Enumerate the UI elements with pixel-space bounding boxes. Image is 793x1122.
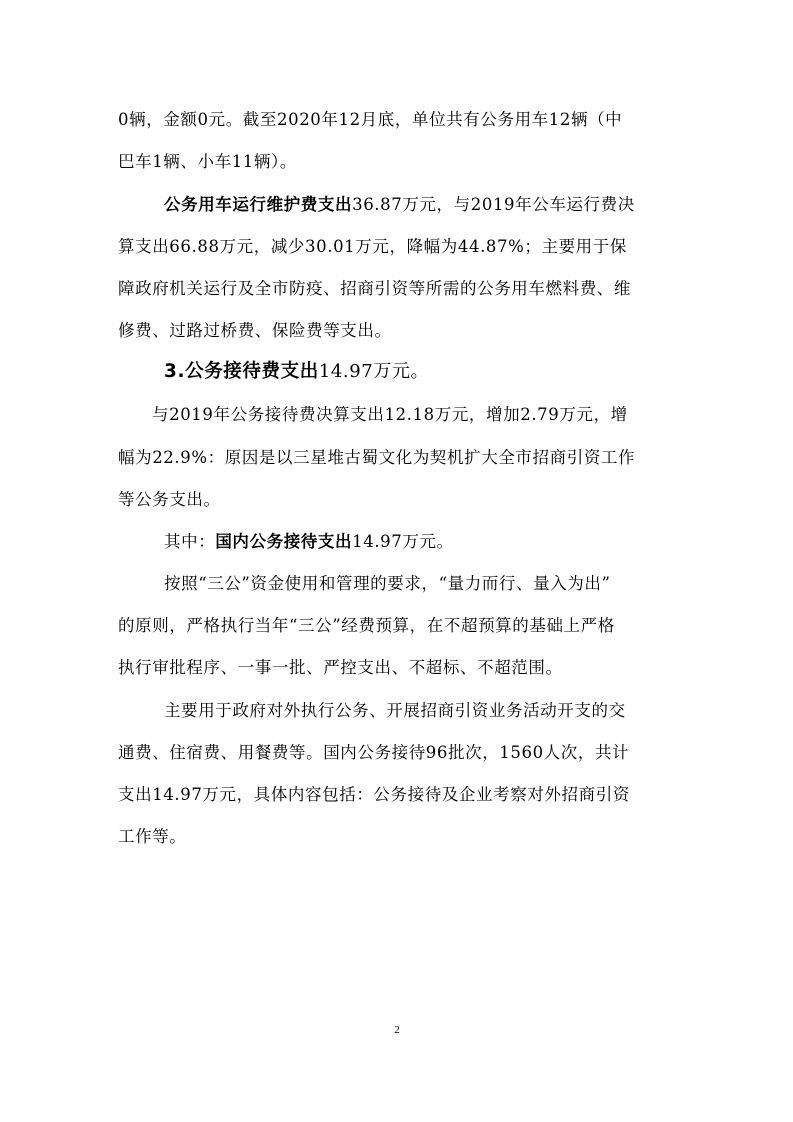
line-text: 幅为22.9%：原因是以三星堆古蜀文化为契机扩大全市招商引资工作: [118, 448, 636, 467]
line-text: 主要用于政府对外执行公务、开展招商引资业务活动开支的交: [164, 701, 626, 720]
line-text: 支出14.97万元，具体内容包括：公务接待及企业考察对外招商引资: [118, 785, 630, 804]
paragraph-line: [118, 784, 688, 806]
line-text: 通费、住宿费、用餐费等。国内公务接待96批次，1560人次，共计: [118, 743, 630, 762]
line-text: 工作等。: [118, 827, 187, 846]
paragraph-line: [164, 194, 688, 216]
paragraph-line: [164, 573, 688, 595]
line-text: 14.97万元。: [352, 532, 454, 551]
line-text: 执行审批程序、一事一批、严控支出、不超标、不超范围。: [118, 658, 563, 677]
paragraph-line: [152, 404, 688, 426]
paragraph-line: [118, 657, 688, 679]
paragraph-line: [164, 531, 688, 553]
line-text: 0辆，金额0元。截至2020年12月底，单位共有公务用车12辆（中: [118, 110, 623, 129]
section-heading: [164, 361, 688, 383]
line-text: 按照“三公”资金使用和管理的要求，“量力而行、量入为出”: [164, 574, 611, 593]
line-text: 障政府机关运行及全市防疫、招商引资等所需的公务用车燃料费、维: [118, 279, 631, 298]
page-number: 2: [394, 1024, 400, 1036]
line-text: 的原则，严格执行当年“三公”经费预算，在不超预算的基础上严格: [118, 616, 615, 635]
paragraph-line: [118, 151, 688, 173]
paragraph-line: [118, 320, 688, 342]
paragraph-line: [118, 447, 688, 469]
line-text: 14.97万元。: [318, 361, 430, 382]
paragraph-line: [118, 742, 688, 764]
line-text: 等公务支出。: [118, 490, 221, 509]
line-text: 巴车1辆、小车11辆）。: [118, 152, 297, 171]
section-label: 国内公务接待支出: [215, 532, 353, 551]
paragraph-line: [118, 826, 688, 848]
line-text: 36.87万元，与2019年公车运行费决: [352, 195, 635, 214]
section-label: 公务用车运行维护费支出: [164, 195, 353, 214]
paragraph-line: [118, 278, 688, 300]
line-prefix: 其中：: [164, 532, 216, 551]
heading-label: 3.公务接待费支出: [164, 361, 319, 382]
line-text: 与2019年公务接待费决算支出12.18万元，增加2.79万元，增: [152, 405, 628, 424]
paragraph-line: [118, 489, 688, 511]
paragraph-line: [118, 236, 688, 258]
paragraph-line: [118, 615, 688, 637]
line-text: 修费、过路过桥费、保险费等支出。: [118, 321, 392, 340]
paragraph-line: [118, 109, 688, 131]
line-text: 算支出66.88万元，减少30.01万元，降幅为44.87%；主要用于保: [118, 237, 627, 256]
paragraph-line: [164, 700, 688, 722]
